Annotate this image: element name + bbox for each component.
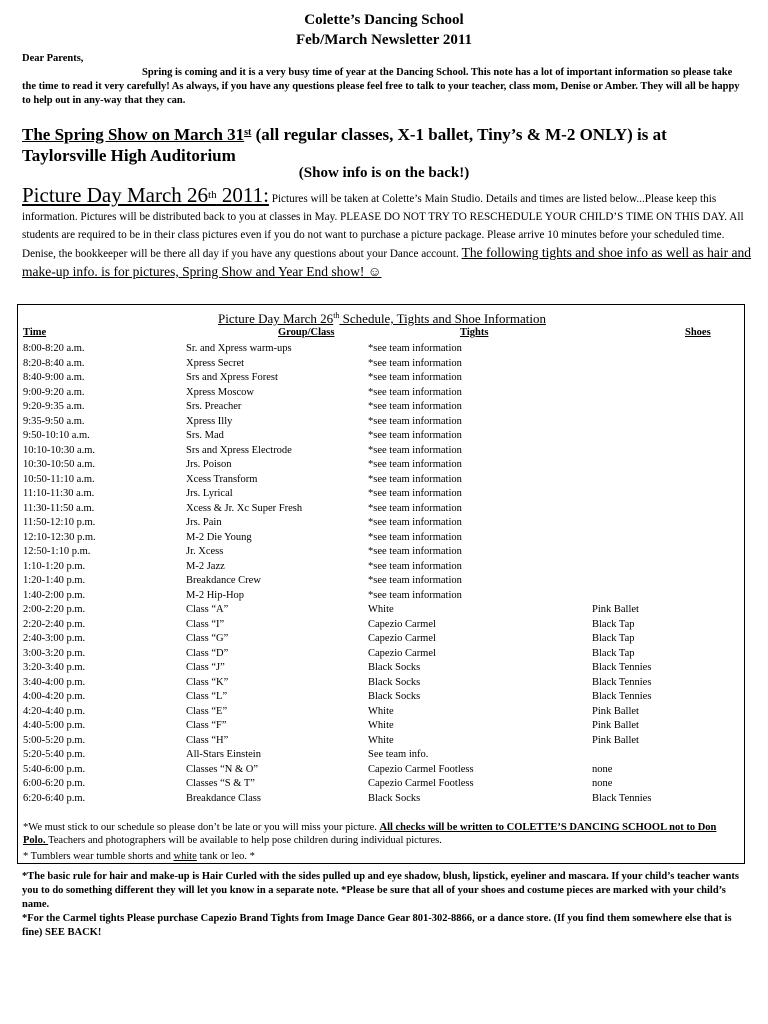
row-time: 3:00-3:20 p.m. — [23, 647, 86, 659]
row-tights: *see team information — [368, 372, 462, 383]
row-tights: *see team information — [368, 488, 462, 499]
picture-day-heading: Picture Day March 26 — [22, 183, 209, 207]
table-row — [18, 386, 746, 401]
row-group: Class “H” — [186, 734, 229, 746]
row-shoes: Black Tap — [592, 633, 635, 644]
table-row — [18, 647, 746, 662]
row-group: M-2 Jazz — [186, 560, 225, 572]
row-time: 11:10-11:30 a.m. — [23, 488, 95, 499]
row-time: 9:20-9:35 a.m. — [23, 401, 85, 412]
row-group: Class “L” — [186, 691, 228, 702]
row-tights: *see team information — [368, 560, 462, 572]
row-group: Srs and Xpress Electrode — [186, 444, 292, 456]
header-tights: Tights — [460, 327, 489, 338]
row-tights: *see team information — [368, 459, 462, 470]
row-tights: *see team information — [368, 415, 462, 427]
row-time: 4:00-4:20 p.m. — [23, 691, 86, 702]
schedule-note-checks: All checks will be written to COLETTE’S DANCING SCHOOL not to Don Polo. — [23, 822, 717, 846]
table-row — [18, 531, 746, 546]
table-row — [18, 560, 746, 575]
newsletter-title: Feb/March Newsletter 2011 — [295, 32, 473, 48]
row-group: Class “E” — [186, 705, 228, 717]
row-group: Class “A” — [186, 604, 229, 615]
row-time: 9:50-10:10 a.m. — [23, 430, 90, 441]
row-time: 8:40-9:00 a.m. — [23, 372, 85, 383]
row-time: 5:40-6:00 p.m. — [23, 763, 86, 775]
table-row — [18, 429, 746, 444]
show-info-note: (Show info is on the back!) — [298, 165, 470, 181]
table-row — [18, 545, 746, 560]
row-tights: *see team information — [368, 575, 462, 586]
row-group: Srs and Xpress Forest — [186, 372, 278, 383]
row-time: 1:40-2:00 p.m. — [23, 589, 86, 601]
row-time: 5:00-5:20 p.m. — [23, 734, 86, 746]
row-time: 6:20-6:40 p.m. — [23, 792, 86, 804]
row-group: Class “K” — [186, 676, 229, 688]
table-row — [18, 777, 746, 792]
picture-day-underlined: The following tights and shoe info as well as hair and make-up info. is for pictures, Spring Show and Year End show! ☺ — [22, 245, 752, 279]
row-group: All-Stars Einstein — [186, 749, 261, 760]
picture-day-heading-sup: th — [208, 189, 217, 201]
row-group: Xpress Illy — [186, 415, 233, 427]
table-row — [18, 473, 746, 488]
table-row — [18, 458, 746, 473]
row-tights: Capezio Carmel Footless — [368, 763, 474, 775]
row-tights: *see team information — [368, 502, 462, 514]
row-group: Sr. and Xpress warm-ups — [186, 343, 292, 354]
picture-day-text: Pictures will be taken at Colette’s Main Studio. Details and times are listed below...Please keep this information. Pictures will be distributed back to you at classes in May. PLEASE DO NOT TRY TO RESCHEDULE YOUR CHILD’S TIME ON THIS DAY. All students are required to be in their class pictures even if you do not want to purchase a picture package. Please arrive 10 minutes before your scheduled time. Denise, the bookkeeper will be there all day if you have any questions about your Dance account. — [22, 193, 744, 260]
row-time: 11:50-12:10 p.m. — [23, 517, 96, 528]
row-time: 5:20-5:40 p.m. — [23, 749, 86, 760]
row-shoes: Pink Ballet — [592, 734, 639, 746]
row-group: Xcess Transform — [186, 473, 258, 485]
row-tights: *see team information — [368, 531, 462, 543]
header-shoes: Shoes — [685, 327, 711, 338]
table-row — [18, 342, 746, 357]
row-group: Class “I” — [186, 618, 225, 630]
footer-notes — [22, 870, 752, 940]
row-group: Breakdance Class — [186, 792, 261, 804]
table-row — [18, 748, 746, 763]
intro-paragraph: Spring is coming and it is a very busy time of year at the Dancing School. This note has a lot of important information so please take the time to read it very carefully! As always, if you have any questions please feel free to talk to your teacher, class mom, Denise or Amber. They will all be happy to help out in any-way that they can. — [22, 67, 740, 106]
table-row — [18, 589, 746, 604]
row-tights: White — [368, 720, 394, 731]
row-group: Class “G” — [186, 633, 229, 644]
row-time: 1:10-1:20 p.m. — [23, 560, 86, 572]
schedule-box — [17, 304, 745, 864]
table-row — [18, 792, 746, 807]
hair-makeup-note: *The basic rule for hair and make-up is Hair Curled with the sides pulled up and eye shadow, blush, lipstick, eyeliner and mascara. If your child’s teacher wants you to do something different they will let you know in a separate note. *Please be sure that all of your shoes and costume pieces are marked with your child’s name. — [22, 871, 739, 910]
row-time: 2:40-3:00 p.m. — [23, 633, 86, 644]
row-group: Classes “N & O” — [186, 763, 259, 775]
row-tights: *see team information — [368, 444, 462, 456]
row-shoes: Black Tennies — [592, 662, 652, 673]
row-time: 4:40-5:00 p.m. — [23, 720, 86, 731]
spring-show-announcement — [22, 124, 752, 166]
row-tights: *see team information — [368, 343, 462, 354]
schedule-title-a: Picture Day March 26 — [218, 311, 334, 326]
row-time: 12:50-1:10 p.m. — [23, 546, 91, 557]
table-row — [18, 603, 746, 618]
row-tights: Capezio Carmel — [368, 633, 436, 644]
table-row — [18, 734, 746, 749]
row-shoes: Black Tap — [592, 618, 635, 630]
schedule-title-sup: th — [333, 311, 340, 320]
row-tights: White — [368, 734, 394, 746]
row-group: Srs. Preacher — [186, 401, 242, 412]
row-time: 1:20-1:40 p.m. — [23, 575, 86, 586]
table-row — [18, 487, 746, 502]
row-shoes: none — [592, 778, 613, 789]
table-row — [18, 661, 746, 676]
table-row — [18, 574, 746, 589]
row-tights: White — [368, 604, 394, 615]
row-tights: Capezio Carmel — [368, 647, 436, 659]
row-tights: *see team information — [368, 546, 462, 557]
table-row — [18, 516, 746, 531]
row-tights: Black Socks — [368, 691, 421, 702]
tumblers-note — [23, 850, 741, 863]
salutation: Dear Parents, — [22, 53, 84, 64]
carmel-tights-note: *For the Carmel tights Please purchase Capezio Brand Tights from Image Dance Gear 801-302-8866, or a dance store. (If you find them somewhere else that is fine) SEE BACK! — [22, 913, 732, 938]
row-time: 6:00-6:20 p.m. — [23, 778, 86, 789]
row-shoes: Black Tennies — [592, 676, 652, 688]
table-row — [18, 632, 746, 647]
header-time: Time — [23, 327, 47, 338]
row-group: Class “D” — [186, 647, 229, 659]
row-shoes: Black Tennies — [592, 792, 652, 804]
tumblers-note-b: tank or leo. * — [196, 851, 255, 862]
row-time: 9:35-9:50 a.m. — [23, 415, 85, 427]
row-time: 10:30-10:50 a.m. — [23, 459, 96, 470]
header-group-class: Group/Class — [278, 327, 335, 338]
row-tights: Capezio Carmel Footless — [368, 778, 474, 789]
row-group: Jr. Xcess — [186, 546, 224, 557]
row-tights: *see team information — [368, 473, 462, 485]
spring-show-lead: The Spring Show on March 31 — [22, 125, 245, 144]
table-row — [18, 690, 746, 705]
row-shoes: Pink Ballet — [592, 720, 639, 731]
row-tights: *see team information — [368, 517, 462, 528]
row-time: 3:20-3:40 p.m. — [23, 662, 86, 673]
table-row — [18, 502, 746, 517]
tumblers-note-white: white — [173, 851, 197, 862]
schedule-note — [23, 821, 741, 847]
row-group: Xpress Moscow — [186, 386, 254, 398]
row-tights: *see team information — [368, 386, 462, 398]
picture-day-section — [22, 183, 752, 282]
row-time: 12:10-12:30 p.m. — [23, 531, 96, 543]
table-row — [18, 705, 746, 720]
row-time: 9:00-9:20 a.m. — [23, 386, 85, 398]
table-row — [18, 357, 746, 372]
row-group: Xpress Secret — [186, 357, 245, 369]
spring-show-lead-sup: st — [244, 127, 252, 138]
table-row — [18, 618, 746, 633]
table-row — [18, 444, 746, 459]
row-tights: *see team information — [368, 589, 462, 601]
row-time: 2:00-2:20 p.m. — [23, 604, 86, 615]
row-group: Jrs. Pain — [186, 517, 222, 528]
row-tights: Black Socks — [368, 792, 421, 804]
row-tights: Black Socks — [368, 662, 421, 673]
row-shoes: Pink Ballet — [592, 705, 639, 717]
row-time: 11:30-11:50 a.m. — [23, 502, 95, 514]
row-group: Srs. Mad — [186, 430, 224, 441]
row-tights: *see team information — [368, 357, 462, 369]
row-time: 4:20-4:40 p.m. — [23, 705, 86, 717]
row-time: 8:00-8:20 a.m. — [23, 343, 85, 354]
picture-day-year: 2011: — [216, 183, 269, 207]
row-tights: Capezio Carmel — [368, 618, 436, 630]
row-shoes: Black Tap — [592, 647, 635, 659]
row-tights: *see team information — [368, 430, 462, 441]
row-group: Class “J” — [186, 662, 225, 673]
row-tights: White — [368, 705, 394, 717]
table-row — [18, 763, 746, 778]
school-name: Colette’s Dancing School — [304, 12, 464, 28]
row-group: Jrs. Poison — [186, 459, 232, 470]
row-shoes: Pink Ballet — [592, 604, 639, 615]
row-group: M-2 Hip-Hop — [186, 589, 245, 601]
row-tights: See team info. — [368, 749, 429, 760]
spring-show-detail: (all regular classes, X-1 ballet, Tiny’s & M-2 ONLY) is at Taylorsville High Auditorium — [22, 125, 667, 165]
schedule-note-a: *We must stick to our schedule so please don’t be late or you will miss your picture. — [23, 822, 380, 833]
schedule-note-b: Teachers and photographers will be available to help pose children during individual pictures. — [48, 835, 442, 846]
table-row — [18, 415, 746, 430]
row-tights: *see team information — [368, 401, 462, 412]
row-group: Breakdance Crew — [186, 575, 261, 586]
row-time: 3:40-4:00 p.m. — [23, 676, 86, 688]
row-shoes: Black Tennies — [592, 691, 652, 702]
row-tights: Black Socks — [368, 676, 421, 688]
row-time: 10:10-10:30 a.m. — [23, 444, 96, 456]
schedule-title-b: Schedule, Tights and Shoe Information — [339, 311, 546, 326]
table-row — [18, 371, 746, 386]
row-time: 10:50-11:10 a.m. — [23, 473, 95, 485]
row-group: M-2 Die Young — [186, 531, 252, 543]
row-time: 2:20-2:40 p.m. — [23, 618, 86, 630]
table-row — [18, 719, 746, 734]
row-shoes: none — [592, 763, 613, 775]
tumblers-note-a: * Tumblers wear tumble shorts and — [23, 851, 174, 862]
table-row — [18, 676, 746, 691]
row-group: Classes “S & T” — [186, 778, 255, 789]
schedule-title — [18, 311, 746, 327]
table-row — [18, 400, 746, 415]
row-group: Class “F” — [186, 720, 227, 731]
row-group: Xcess & Jr. Xc Super Fresh — [186, 502, 303, 514]
row-group: Jrs. Lyrical — [186, 488, 233, 499]
row-time: 8:20-8:40 a.m. — [23, 357, 85, 369]
